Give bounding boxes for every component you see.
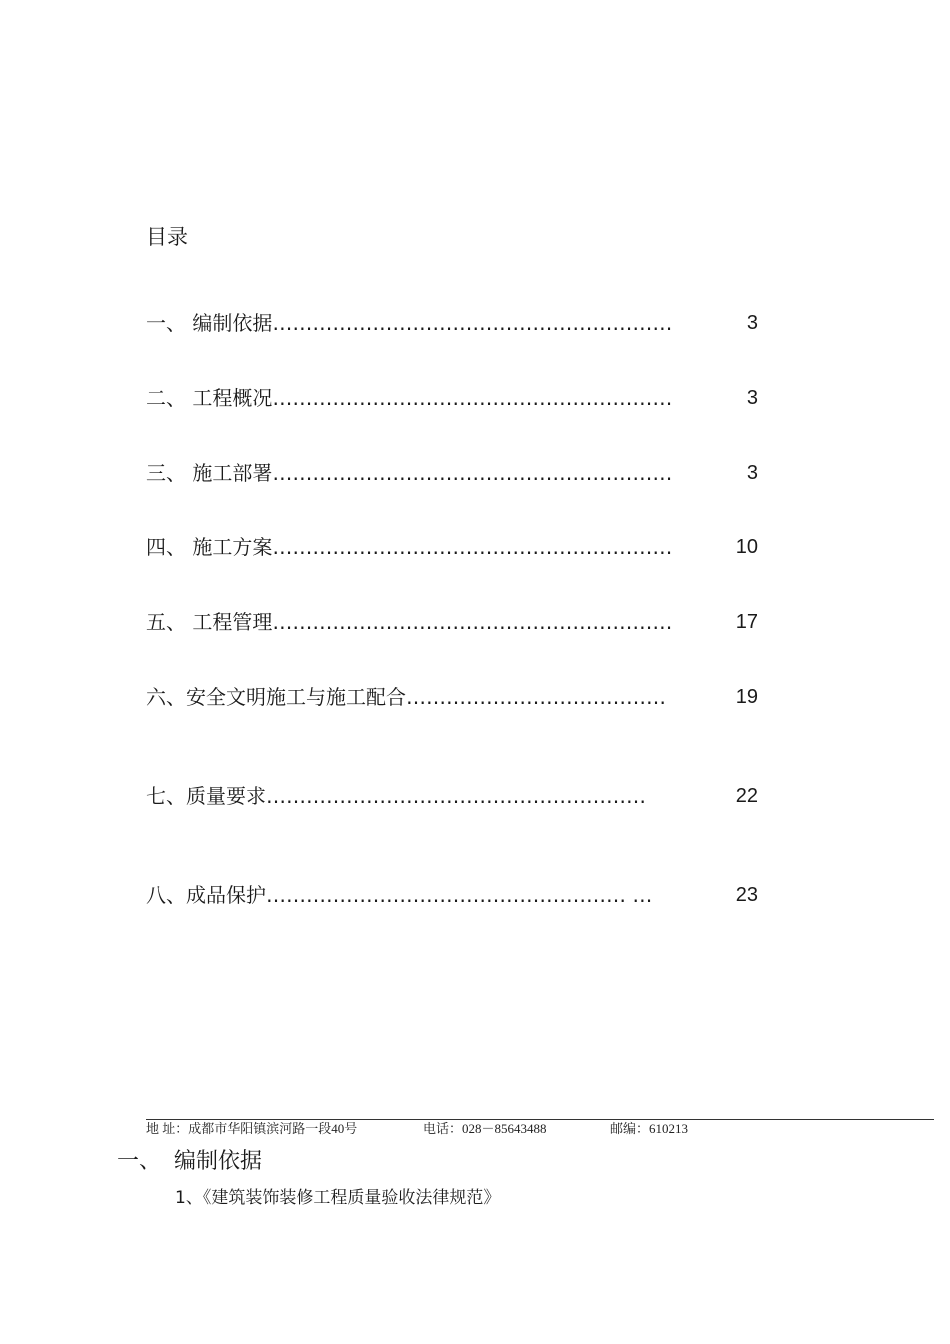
- toc-item-7[interactable]: [146, 782, 758, 810]
- toc-item-page: 10: [735, 536, 758, 558]
- toc-item-5[interactable]: [146, 608, 758, 636]
- toc-item-label: 六、安全文明施工与施工配合…………………………………: [146, 685, 666, 709]
- footer-address: 地 址：成都市华阳镇滨河路一段40号: [146, 1121, 358, 1136]
- footer-phone: 电话：028－85643488: [423, 1121, 547, 1136]
- footer-postcode: 邮编：610213: [610, 1121, 689, 1136]
- toc-item-page: 3: [746, 387, 758, 409]
- toc-item-label: 五、 工程管理……………………………………………………: [146, 610, 673, 634]
- footer-divider: [146, 1119, 934, 1120]
- toc-item-label: 八、成品保护……………………………………………… …: [146, 883, 653, 907]
- toc-item-page: 22: [735, 785, 758, 807]
- section-title: 编制依据: [174, 1149, 263, 1174]
- toc-item-page: 3: [746, 462, 758, 484]
- toc-item-page: 19: [735, 686, 758, 708]
- toc-item-8[interactable]: [146, 881, 758, 909]
- toc-title: 目录: [146, 225, 188, 249]
- toc-item-label: 三、 施工部署……………………………………………………: [146, 461, 673, 485]
- toc-item-6[interactable]: [146, 683, 758, 711]
- toc-item-page: 23: [735, 884, 758, 906]
- reference-item: 1、《建筑装饰装修工程质量验收法律规范》: [175, 1188, 501, 1208]
- section-number: 一、: [117, 1149, 162, 1174]
- toc-item-page: 3: [746, 312, 758, 334]
- toc-item-label: 四、 施工方案……………………………………………………: [146, 535, 673, 559]
- toc-item-page: 17: [735, 611, 758, 633]
- toc-item-label: 七、质量要求…………………………………………………: [146, 784, 646, 808]
- toc-item-1[interactable]: [146, 309, 758, 337]
- toc-item-label: 一、 编制依据……………………………………………………: [146, 311, 673, 335]
- toc-item-4[interactable]: [146, 533, 758, 561]
- toc-item-3[interactable]: [146, 459, 758, 487]
- toc-item-2[interactable]: [146, 384, 758, 412]
- toc-item-label: 二、 工程概况……………………………………………………: [146, 386, 673, 410]
